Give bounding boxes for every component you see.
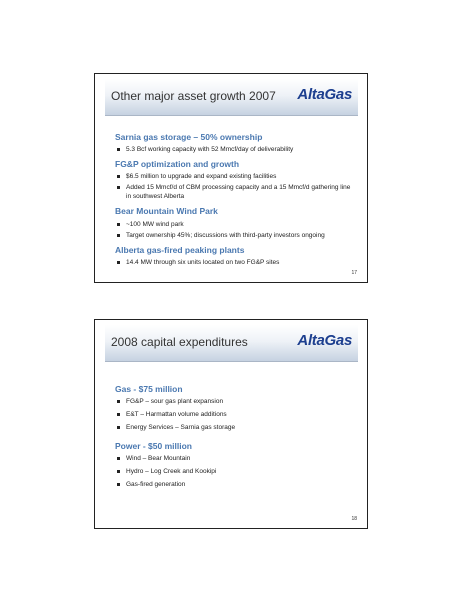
- section-fgp: [115, 159, 355, 201]
- bullet-list: [115, 172, 355, 201]
- bullet-item: $6.5 million to upgrade and expand existing facilities: [115, 172, 355, 181]
- bullet-item: 5.3 Bcf working capacity with 52 Mmcf/day of deliverability: [115, 145, 355, 154]
- section-heading: Sarnia gas storage – 50% ownership: [115, 132, 263, 142]
- bullet-item: ~100 MW wind park: [115, 220, 355, 229]
- altagas-logo: AltaGas: [297, 86, 352, 103]
- slide-18: [94, 319, 368, 529]
- slide-content: [115, 132, 355, 272]
- bullet-list: [115, 397, 355, 432]
- bullet-list: [115, 145, 355, 154]
- section-heading: Gas - $75 million: [115, 384, 183, 394]
- bullet-list: [115, 220, 355, 240]
- bullet-item: Wind – Bear Mountain: [115, 454, 355, 463]
- bullet-list: [115, 454, 355, 489]
- bullet-item: Hydro – Log Creek and Kookipi: [115, 467, 355, 476]
- bullet-item: 14.4 MW through six units located on two FG&P sites: [115, 258, 355, 267]
- slide-header: [105, 325, 358, 362]
- slide-header: [105, 79, 358, 116]
- bullet-list: [115, 258, 355, 267]
- bullet-item: Energy Services – Sarnia gas storage: [115, 423, 355, 432]
- section-heading: Bear Mountain Wind Park: [115, 206, 218, 217]
- slide-17: [94, 73, 368, 283]
- section-power: [115, 441, 355, 489]
- page-number: 17: [351, 270, 357, 276]
- bullet-item: Target ownership 45%; discussions with third-party investors ongoing: [115, 231, 355, 240]
- section-heading: FG&P optimization and growth: [115, 159, 240, 170]
- section-bear-mountain: [115, 206, 355, 239]
- section-sarnia: [115, 132, 355, 154]
- page-number: 18: [351, 516, 357, 522]
- section-peaking-plants: [115, 245, 355, 267]
- slide-content: [115, 384, 355, 498]
- altagas-logo: AltaGas: [297, 332, 352, 349]
- bullet-item: Added 15 Mmcf/d of CBM processing capacity and a 15 Mmcf/d gathering line in southwest Alberta: [115, 183, 355, 201]
- slide-title: 2008 capital expenditures: [111, 335, 248, 349]
- slide-title: Other major asset growth 2007: [111, 89, 276, 103]
- section-gas: [115, 384, 355, 432]
- section-heading: Alberta gas-fired peaking plants: [115, 244, 245, 255]
- bullet-item: Gas-fired generation: [115, 480, 355, 489]
- bullet-item: FG&P – sour gas plant expansion: [115, 397, 355, 406]
- section-heading: Power - $50 million: [115, 441, 192, 452]
- bullet-item: E&T – Harmattan volume additions: [115, 410, 355, 419]
